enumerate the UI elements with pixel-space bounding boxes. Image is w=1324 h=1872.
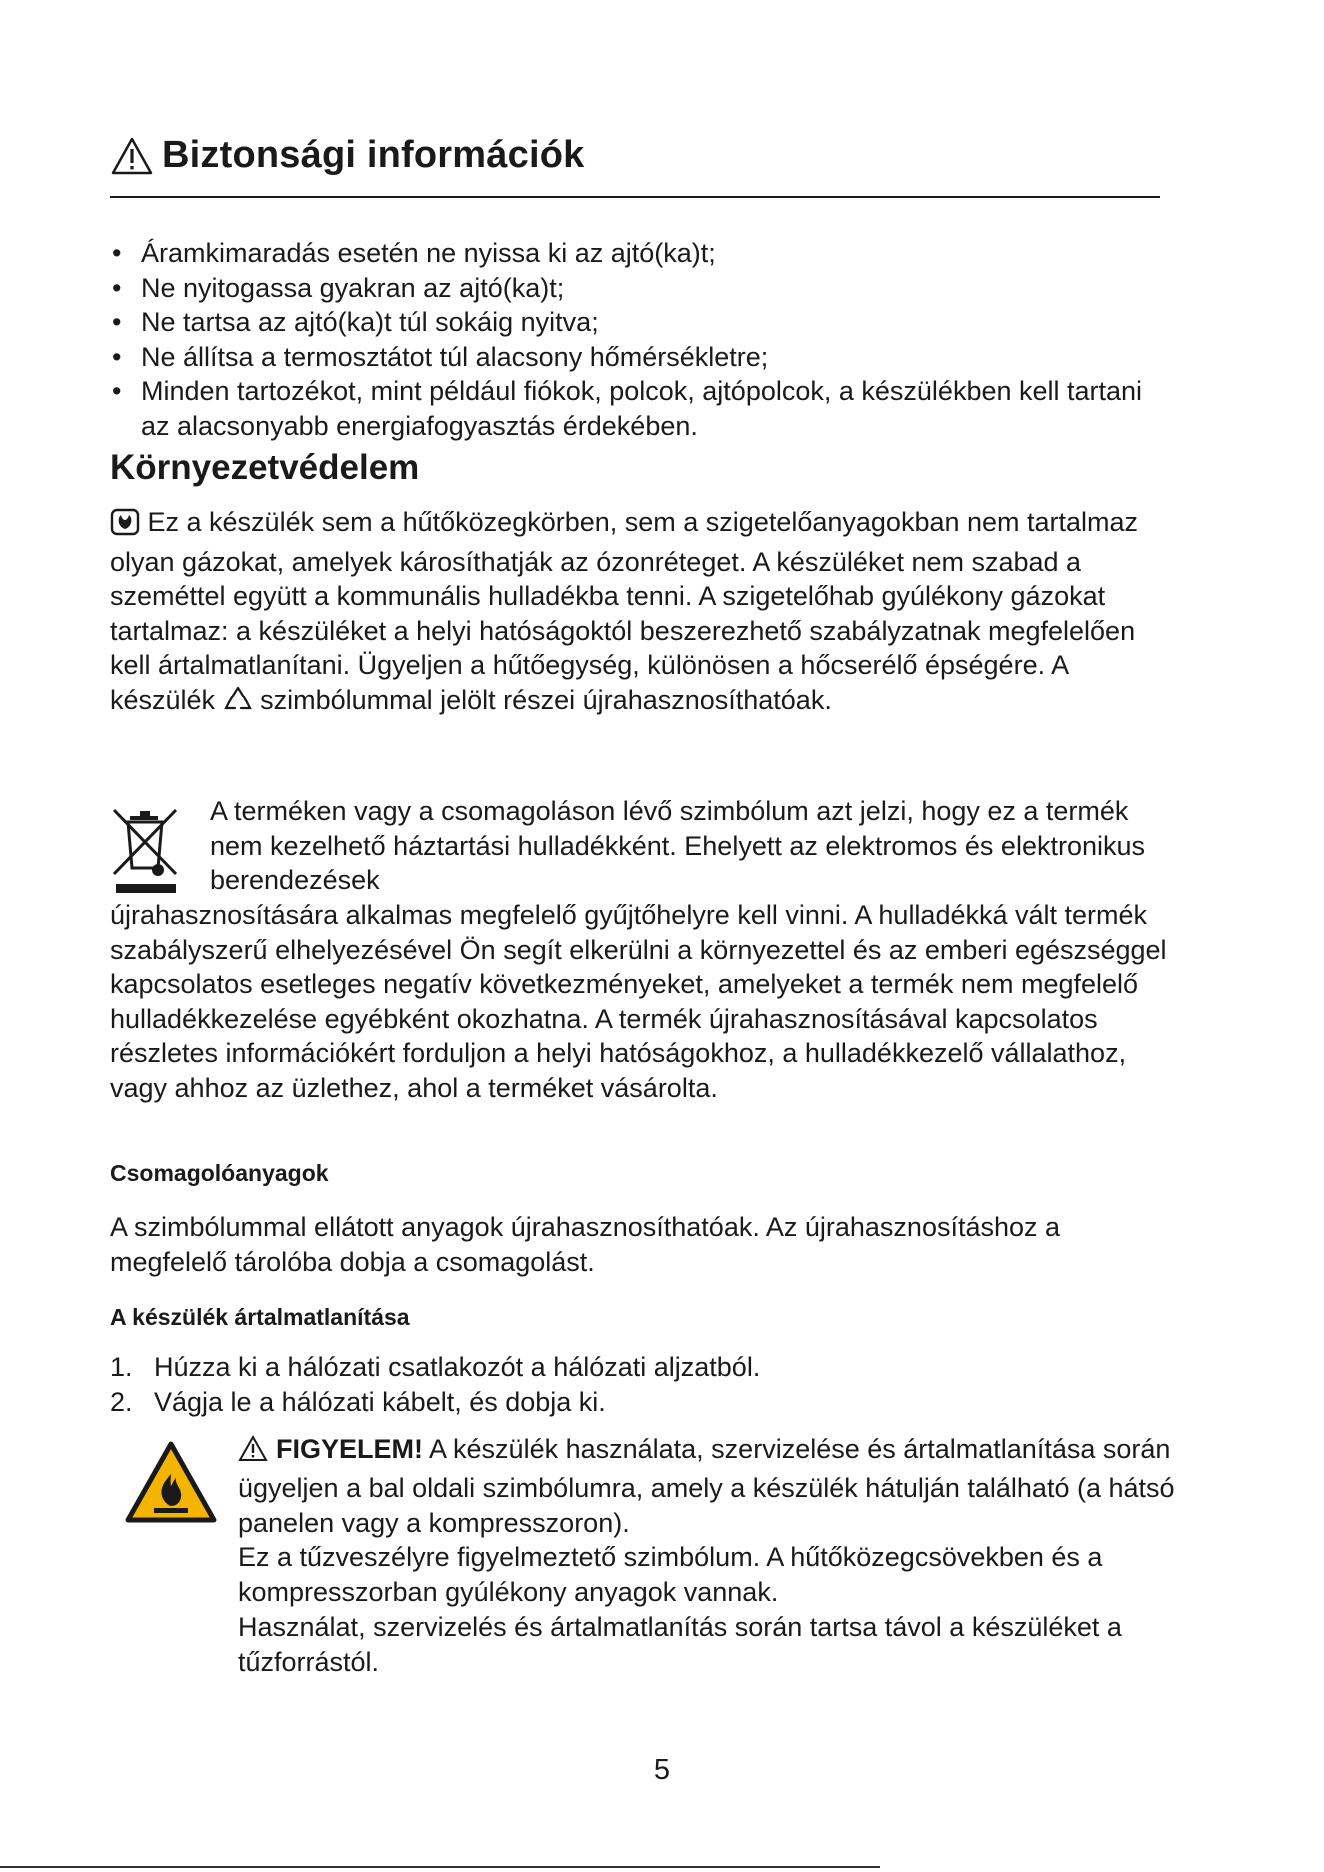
list-item: • Áramkimaradás esetén ne nyissa ki az ajtó(ka)t; bbox=[110, 236, 1170, 271]
list-item bbox=[110, 1350, 760, 1385]
step-text: Vágja le a hálózati kábelt, és dobja ki. bbox=[154, 1387, 606, 1417]
list-item bbox=[110, 1385, 760, 1420]
title-divider bbox=[110, 196, 1160, 198]
weee-continuation: újrahasznosítására alkalmas megfelelő gyűjtőhelyre kell vinni. A hulladékká vált termék szabályszerű elhelyezésével Ön segít elkerülni a környezettel és az emberi egészséggel kapcsolatos esetleges negatív következményeket, amelyeket a termék nem megfelelő hulladékkezelése egyébként okozhatna. A termék újrahasznosításával kapcsolatos részletes információkért forduljon a helyi hatóságokhoz, a hulladékkezelő vállalathoz, vagy ahhoz az üzlethez, ahol a terméket vásárolta. bbox=[110, 900, 1167, 1103]
packaging-text: A szimbólummal ellátott anyagok újrahasznosíthatóak. Az újrahasznosításhoz a megfelelő tárolóba dobja a csomagolást. bbox=[110, 1212, 1061, 1277]
warning-triangle-icon bbox=[110, 136, 154, 176]
section-title-row bbox=[110, 134, 584, 177]
list-item: • Ne tartsa az ajtó(ka)t túl sokáig nyitva; bbox=[110, 305, 1170, 340]
list-item: • Ne állítsa a termosztátot túl alacsony hőmérsékletre; bbox=[110, 340, 1170, 375]
list-item: • Ne nyitogassa gyakran az ajtó(ka)t; bbox=[110, 271, 1170, 306]
environment-text-a: Ez a készülék sem a hűtőközegkörben, sem a szigetelőanyagokban nem tartalmaz olyan gázokat, amelyek károsíthatják az ózonréteget. A készüléket nem szabad a szeméttel együtt a kommunális hulladékba tenni. A szigetelőhab gyúlékony gázokat tartalmaz: a készüléket a helyi hatóságoktól beszerezhető szabályzatnak megfelelően kell ártalmatlanítani. Ügyeljen a hűtőegység, különösen a hőcserélő épségére. A készülék bbox=[110, 507, 1139, 715]
recycle-icon bbox=[223, 684, 253, 723]
warning-text-3: Használat, szervizelés és ártalmatlanítás során tartsa távol a készüléket a tűzforrástól. bbox=[238, 1611, 1122, 1677]
weee-bin-icon bbox=[110, 806, 182, 896]
page-title: Biztonsági információk bbox=[162, 134, 585, 176]
page-number: 5 bbox=[653, 1754, 671, 1786]
step-number: 2. bbox=[110, 1387, 133, 1417]
step-text: Húzza ki a hálózati csatlakozót a hálózati aljzatból. bbox=[154, 1352, 761, 1382]
environment-heading: Környezetvédelem bbox=[110, 448, 420, 487]
warning-label: FIGYELEM! bbox=[276, 1434, 423, 1464]
step-number: 1. bbox=[110, 1352, 133, 1382]
flammable-warning-icon bbox=[124, 1440, 218, 1524]
warning-paragraph bbox=[238, 1432, 1178, 1540]
packaging-heading: Csomagolóanyagok bbox=[110, 1160, 329, 1186]
environment-paragraph bbox=[110, 505, 1168, 723]
warning-text-1: A készülék használata, szervizelése és ártalmatlanítása során ügyeljen a bal oldali szimbólumra, amely a készülék hátulján található (a hátsó panelen vagy a kompresszoron). bbox=[238, 1434, 1175, 1538]
environment-text-b: szimbólummal jelölt részei újrahasznosíthatóak. bbox=[260, 684, 832, 715]
warning-triangle-icon bbox=[238, 1435, 268, 1471]
ozone-safe-icon bbox=[110, 508, 140, 545]
flammable-warning-block bbox=[238, 1432, 1178, 1680]
weee-text: A terméken vagy a csomagoláson lévő szimbólum azt jelzi, hogy ez a termék nem kezelhető háztartási hulladékként. Ehelyett az elektromos és elektronikus berendezések bbox=[210, 796, 1145, 896]
list-item: • Minden tartozékot, mint például fiókok, polcok, ajtópolcok, a készülékben kell tartani az alacsonyabb energiafogyasztás érdekében. bbox=[110, 374, 1170, 443]
disposal-steps bbox=[110, 1350, 760, 1420]
footer-divider bbox=[0, 1866, 880, 1868]
warning-text-2: Ez a tűzveszélyre figyelmeztető szimbólum. A hűtőközegcsövekben és a kompresszorban gyúlékony anyagok vannak. bbox=[238, 1542, 1103, 1608]
disposal-heading: A készülék ártalmatlanítása bbox=[110, 1304, 410, 1330]
safety-bullet-list bbox=[110, 236, 1170, 443]
